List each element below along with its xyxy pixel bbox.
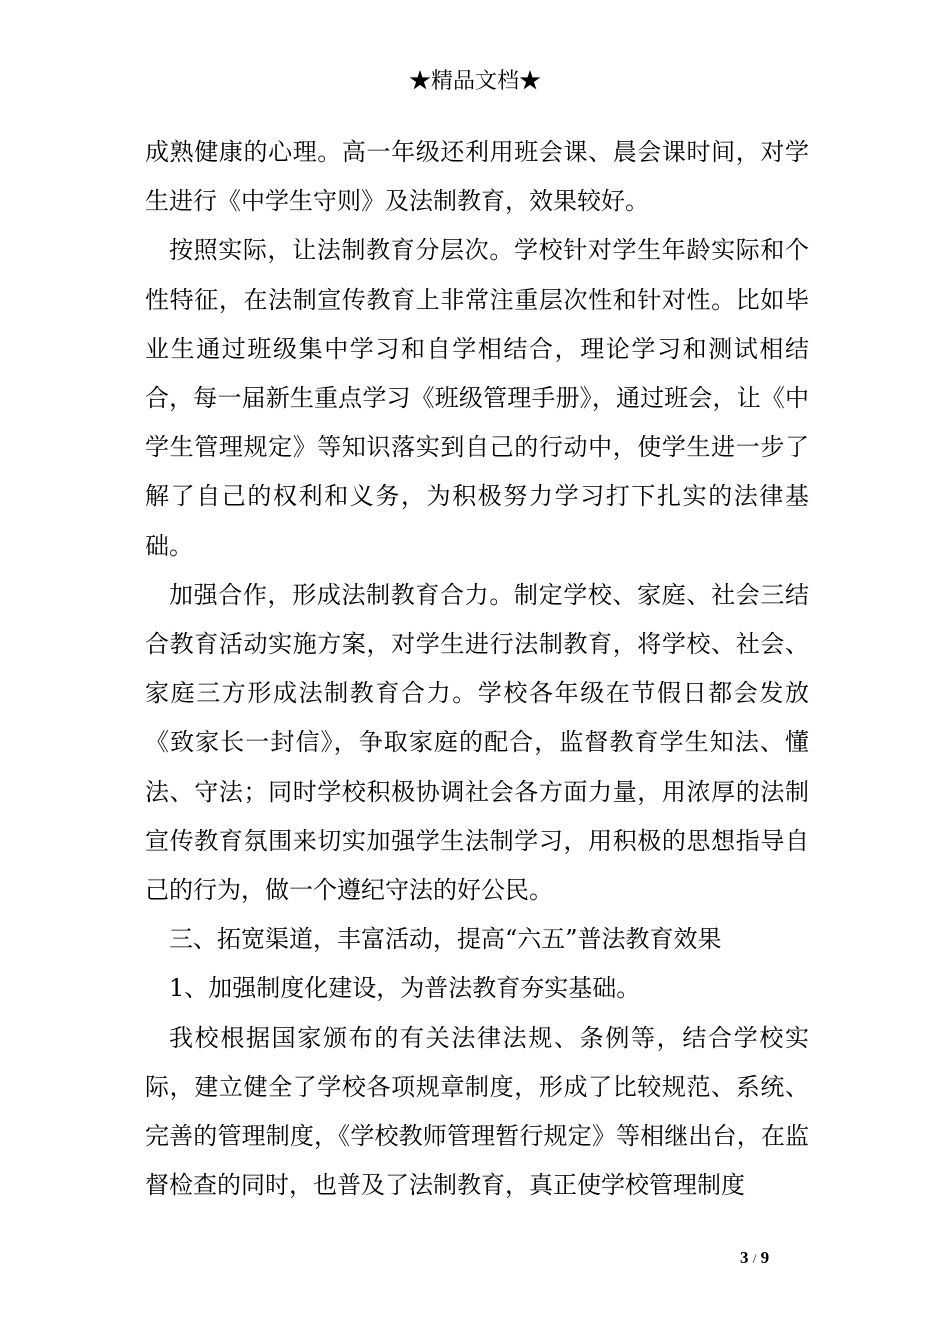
paragraph-continued: 成熟健康的心理。高一年级还利用班会课、晨会课时间，对学生进行《中学生守则》及法制教育，效果较好。	[145, 138, 809, 216]
header-title: ★精品文档★	[408, 69, 541, 94]
page-number	[740, 1247, 769, 1270]
total-pages: 9	[760, 1248, 770, 1267]
current-page: 3	[740, 1248, 749, 1267]
page-separator: /	[752, 1251, 757, 1266]
paragraph-regulations: 我校根据国家颁布的有关法律法规、条例等，结合学校实际，建立健全了学校各项规章制度，形成了比较规范、系统、完善的管理制度，《学校教师管理暂行规定》等相继出台，在监督检查的同时，也普及了法制教育，真正使学校管理制度	[145, 1023, 809, 1200]
page-header	[0, 66, 950, 98]
document-body	[145, 128, 809, 1210]
paragraph-layered-education: 按照实际，让法制教育分层次。学校针对学生年龄实际和个性特征，在法制宣传教育上非常注重层次性和针对性。比如毕业生通过班级集中学习和自学相结合，理论学习和测试相结合，每一届新生重点学习《班级管理手册》，通过班会，让《中学生管理规定》等知识落实到自己的行动中，使学生进一步了解了自己的权利和义务，为积极努力学习打下扎实的法律基础。	[145, 236, 809, 560]
section-heading-3: 三、拓宽渠道，丰富活动，提高“六五”普法教育效果	[169, 925, 722, 954]
paragraph-cooperation: 加强合作，形成法制教育合力。制定学校、家庭、社会三结合教育活动实施方案，对学生进行法制教育，将学校、社会、家庭三方形成法制教育合力。学校各年级在节假日都会发放《致家长一封信》，争取家庭的配合，监督教育学生知法、懂法、守法；同时学校积极协调社会各方面力量，用浓厚的法制宣传教育氛围来切实加强学生法制学习，用积极的思想指导自己的行为，做一个遵纪守法的好公民。	[145, 580, 809, 905]
subsection-heading-1: 1、加强制度化建设，为普法教育夯实基础。	[169, 974, 641, 1003]
